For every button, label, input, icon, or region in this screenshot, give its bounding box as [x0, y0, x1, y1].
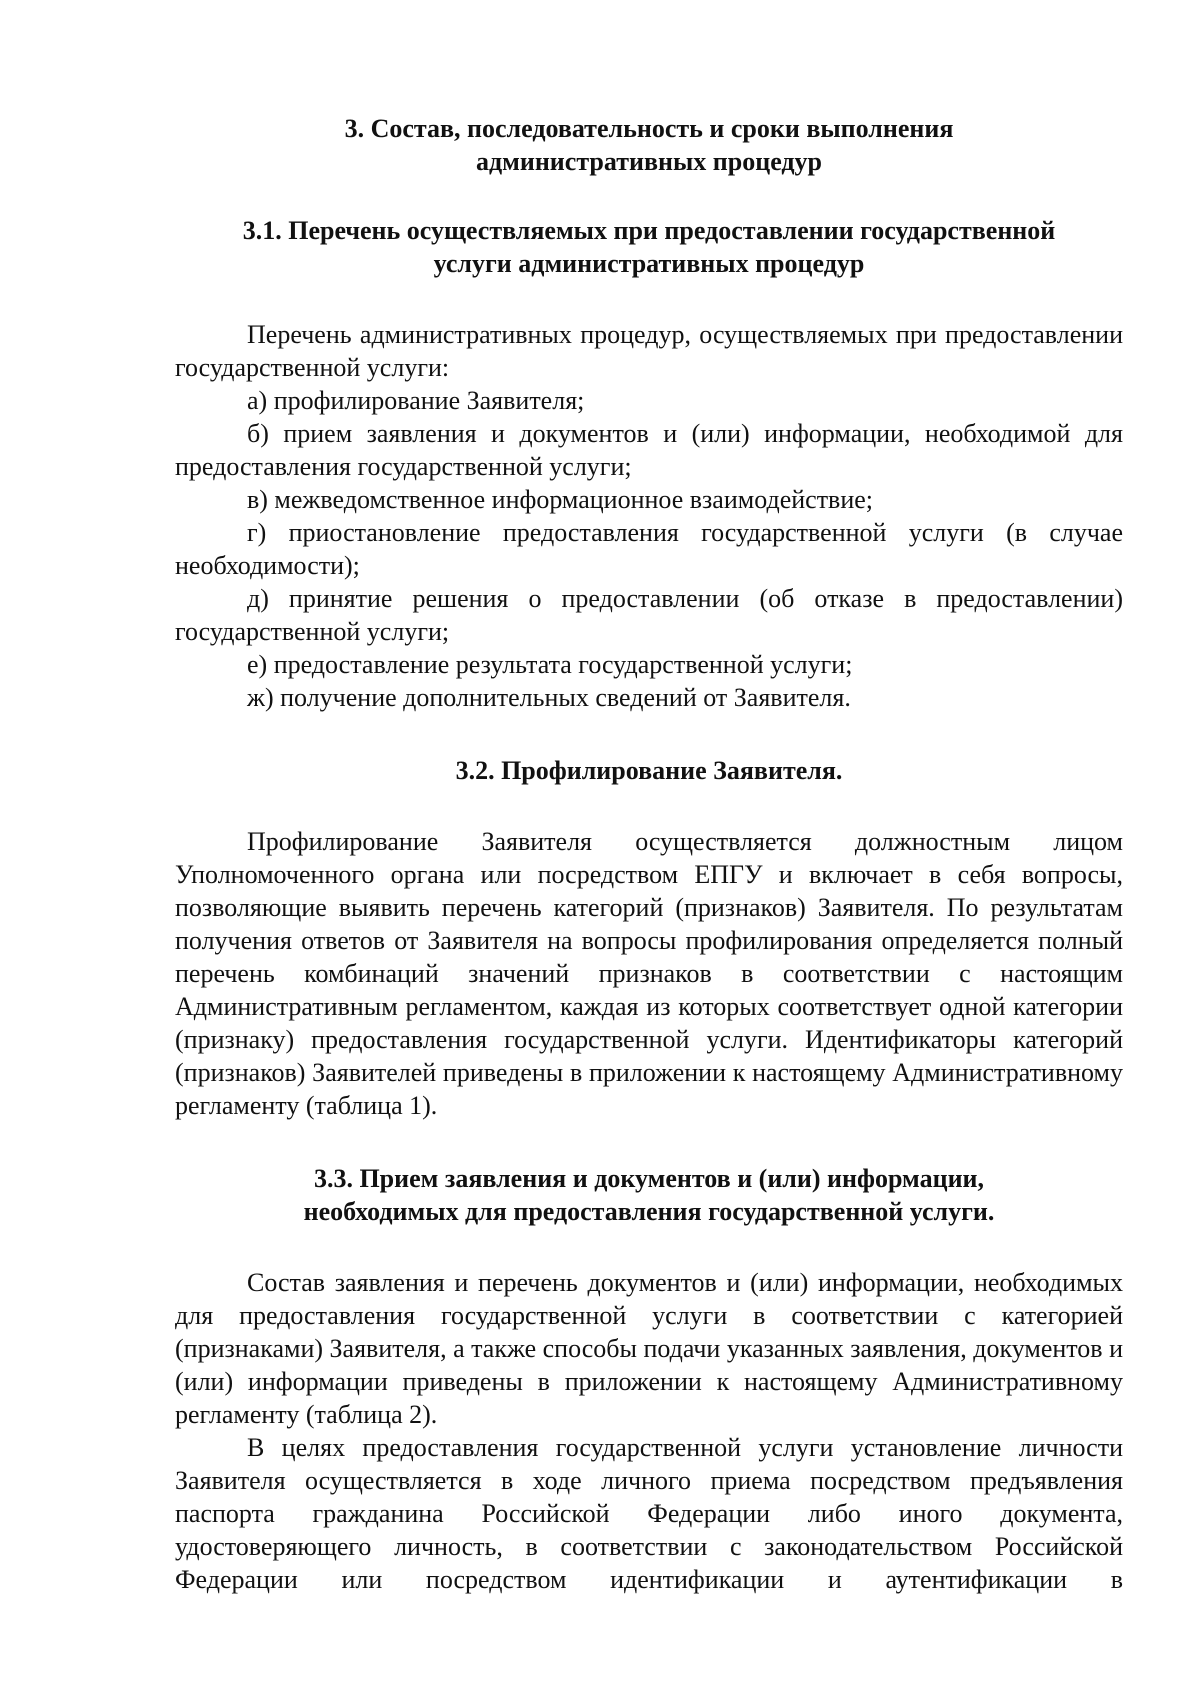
section-3-heading-line2: административных процедур	[475, 147, 823, 176]
procedures-list	[175, 384, 1123, 714]
document-page	[175, 112, 1123, 1596]
section-3-3-heading-line2: необходимых для предоставления государственной услуги.	[303, 1197, 995, 1226]
section-3-3-heading-line1: 3.3. Прием заявления и документов и (или) информации,	[313, 1164, 985, 1193]
list-item: б) прием заявления и документов и (или) информации, необходимой для предоставления государственной услуги;	[175, 419, 1123, 481]
identity-paragraph: В целях предоставления государственной услуги установление личности Заявителя осуществляется в ходе личного приема посредством предъявления паспорта гражданина Российской Федерации либо иного документа, удостоверяющего личность, в соответствии с законодательством Российской Федерации или посредством идентификации и аутентификации в	[175, 1433, 1123, 1594]
list-item: а) профилирование Заявителя;	[247, 386, 585, 415]
list-item: д) принятие решения о предоставлении (об отказе в предоставлении) государственной услуги;	[175, 584, 1123, 646]
section-3-1-heading	[175, 214, 1123, 280]
procedures-intro: Перечень административных процедур, осуществляемых при предоставлении государственной услуги:	[175, 320, 1123, 382]
profiling-paragraph: Профилирование Заявителя осуществляется должностным лицом Уполномоченного органа или посредством ЕПГУ и включает в себя вопросы, позволяющие выявить перечень категорий (признаков) Заявителя. По результатам получения ответов от Заявителя на вопросы профилирования определяется полный перечень комбинаций значений признаков в соответствии с настоящим Административным регламентом, каждая из которых соответствует одной категории (признаку) предоставления государственной услуги. Идентификаторы категорий (признаков) Заявителей приведены в приложении к настоящему Административному регламенту (таблица 1).	[175, 827, 1123, 1120]
list-item: г) приостановление предоставления государственной услуги (в случае необходимости);	[175, 518, 1123, 580]
list-item: в) межведомственное информационное взаимодействие;	[247, 485, 874, 514]
section-3-3-heading	[175, 1162, 1123, 1228]
section-3-heading	[175, 112, 1123, 178]
section-3-2-heading: 3.2. Профилирование Заявителя.	[455, 756, 843, 785]
list-item: е) предоставление результата государственной услуги;	[247, 650, 853, 679]
application-paragraph: Состав заявления и перечень документов и (или) информации, необходимых для предоставления государственной услуги в соответствии с категорией (признаками) Заявителя, а также способы подачи указанных заявления, документов и (или) информации приведены в приложении к настоящему Административному регламенту (таблица 2).	[175, 1268, 1123, 1429]
list-item: ж) получение дополнительных сведений от Заявителя.	[247, 683, 851, 712]
section-3-heading-line1: 3. Состав, последовательность и сроки выполнения	[344, 114, 954, 143]
section-3-1-heading-line2: услуги административных процедур	[433, 249, 865, 278]
section-3-1-heading-line1: 3.1. Перечень осуществляемых при предоставлении государственной	[242, 216, 1056, 245]
